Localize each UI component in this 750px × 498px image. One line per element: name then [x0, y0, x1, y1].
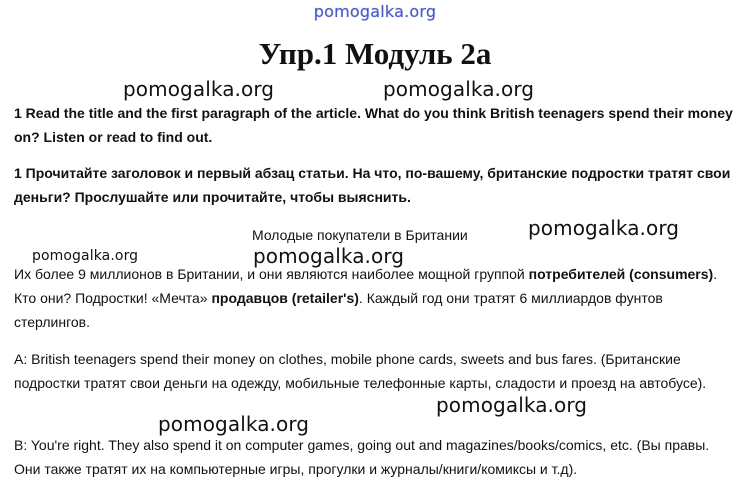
term-retailers: продавцов (retailer's) [211, 290, 359, 306]
watermark-3: pomogalka.org [528, 216, 680, 240]
watermark-4: pomogalka.org [32, 248, 139, 264]
intro-text-3: . Каждый год они тратят 6 миллиардов фунтов стерлингов. [14, 290, 663, 330]
watermark-7: pomogalka.org [158, 412, 310, 436]
intro-text-2: . Кто они? Подростки! «Мечта» [14, 266, 718, 306]
task-english: 1 Read the title and the first paragraph of the article. What do you think British teenagers spend their money on? Listen or read to find out. [14, 105, 733, 145]
answer-a: A: British teenagers spend their money on clothes, mobile phone cards, sweets and bus fares. (Британские подростки тратят свои деньги на одежду, мобильные телефонные карты, сладости и проезд на автобусе). [14, 351, 707, 391]
term-consumers: потребителей (consumers) [528, 266, 714, 282]
watermark-6: pomogalka.org [436, 393, 588, 417]
page-title: Упр.1 Модуль 2а [258, 36, 492, 71]
watermark-2: pomogalka.org [383, 77, 535, 101]
answer-b: B: You're right. They also spend it on computer games, going out and magazines/books/comics, etc. (Вы правы. Они также тратят их на компьютерные игры, прогулки и журналы/книги/комиксы и т.д). [14, 437, 710, 477]
article-title: Молодые покупатели в Британии [252, 227, 468, 243]
watermark-top: pomogalka.org [313, 2, 437, 21]
intro-paragraph [14, 262, 736, 334]
watermark-5: pomogalka.org [253, 244, 405, 268]
intro-text-1: Их более 9 миллионов в Британии, и они являются наиболее мощной группой [14, 266, 529, 282]
task-russian: 1 Прочитайте заголовок и первый абзац статьи. На что, по-вашему, британские подростки тратят свои деньги? Прослушайте или прочитайте, чтобы выяснить. [14, 165, 731, 205]
watermark-1: pomogalka.org [123, 77, 275, 101]
